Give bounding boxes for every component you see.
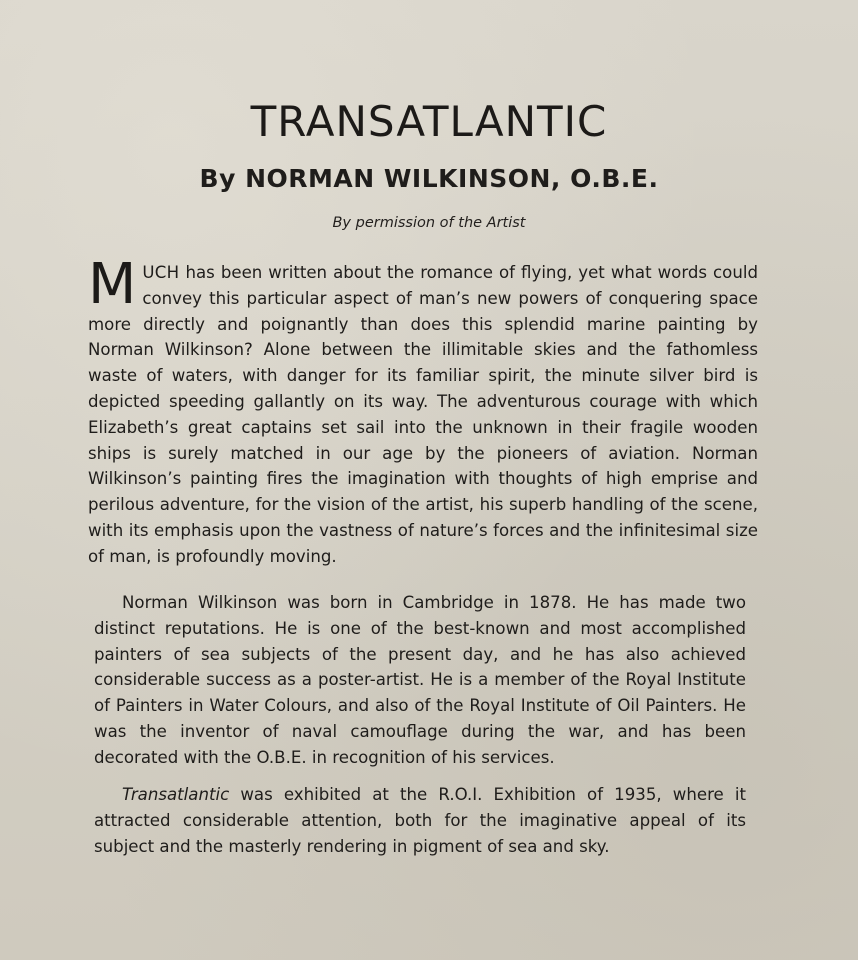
permission-note: By permission of the Artist xyxy=(332,215,526,231)
paragraph-biography: Norman Wilkinson was born in Cambridge in 1878. He has made two distinct reputations. He is one of the best-known and most accomplished painters of sea subjects of the present day, and he has also achieved considerable success as a poster-artist. He is a member of the Royal Institute of Painters in Water Colours, and also of the Royal Institute of Oil Painters. He was the inventor of naval camouflage during the war, and has been decorated with the O.B.E. in recognition of his services. xyxy=(94,593,746,767)
intro-caps: UCH xyxy=(142,263,180,282)
intro-text: has been written about the romance of flying, yet what words could convey this particular aspect of man’s new powers of conquering space more directly and poignantly than does this splendid marine painting by Norman Wilkinson? Alone between the illimitable skies and the fathomless waste of waters, with danger for its familiar spirit, the minute silver bird is depicted speeding gallantly on its way. The adventurous courage with which Elizabeth’s great captains set sail into the unknown in their fragile wooden ships is surely matched in our age by the pioneers of aviation. Norman Wilkinson’s painting fires the imagination with thoughts of high emprise and perilous adventure, for the vision of the artist, his superb handling of the scene, with its emphasis upon the vastness of nature’s forces and the infinitesimal size of man, is profoundly moving. xyxy=(88,263,758,566)
artwork-title-italic: Transatlantic xyxy=(122,785,230,804)
page-title: TRANSATLANTIC xyxy=(250,97,608,146)
drop-cap: M xyxy=(88,252,137,317)
author-byline: By NORMAN WILKINSON, O.B.E. xyxy=(199,164,659,193)
paragraph-intro xyxy=(88,252,758,570)
paragraph-exhibition xyxy=(94,782,746,859)
exhibition-text: was exhibited at the R.O.I. Exhibition of 1935, where it attracted considerable attention, both for the imaginative appeal of its subject and the masterly rendering in pigment of sea and sky. xyxy=(94,785,746,856)
